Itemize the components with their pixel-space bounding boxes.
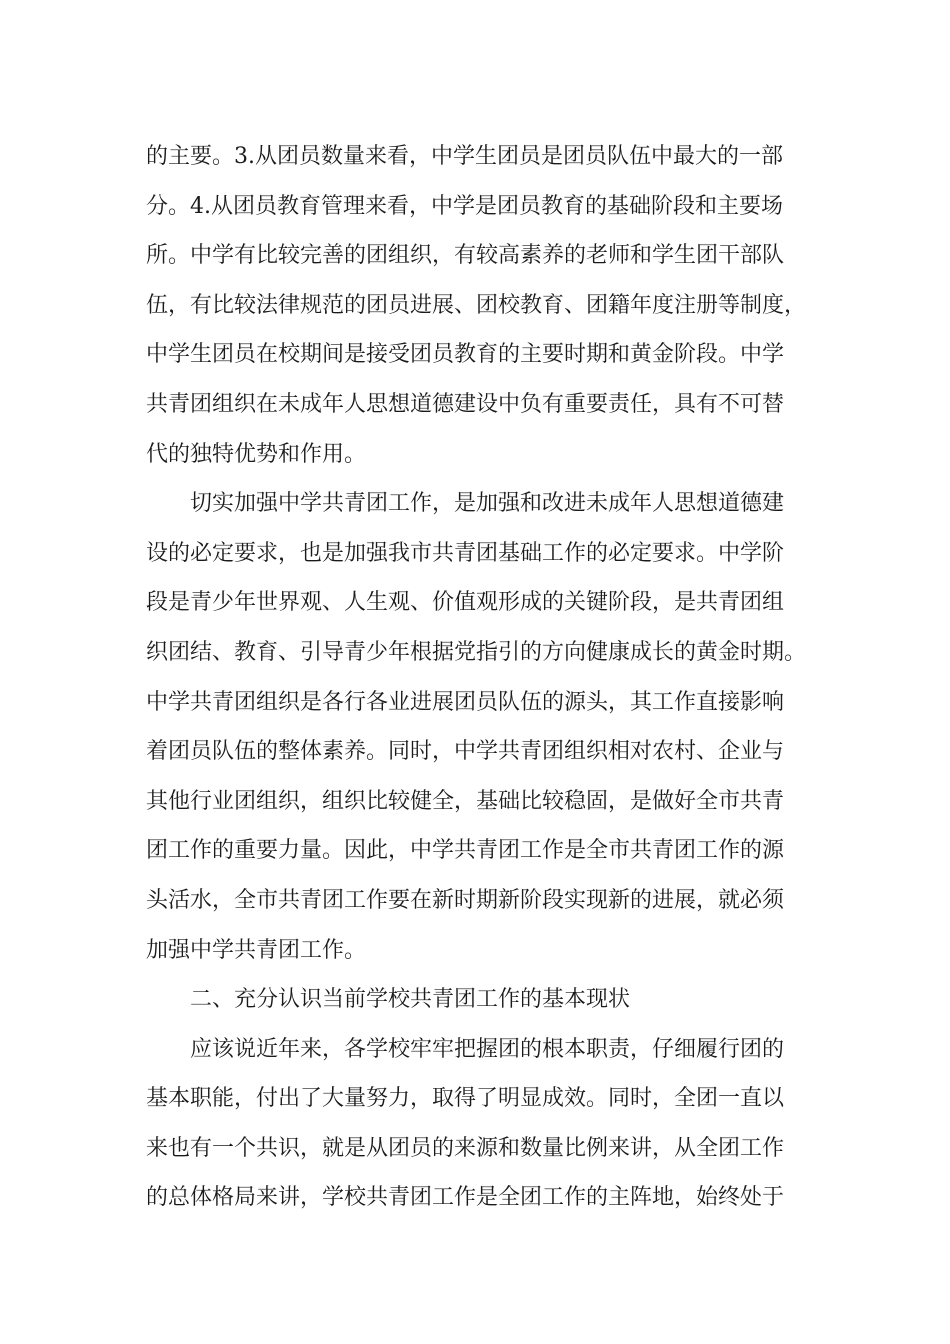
text-line: 应该说近年来，各学校牢牢把握团的根本职责，仔细履行团的 [190, 1036, 785, 1062]
text-line: 其他行业团组织，组织比较健全，基础比较稳固，是做好全市共青 [146, 788, 785, 814]
text-line: 分。4.从团员教育管理来看，中学是团员教育的基础阶段和主要场 [146, 193, 783, 219]
text-line: 的主要。3.从团员数量来看，中学生团员是团员队伍中最大的一部 [146, 144, 783, 169]
text-line: 伍，有比较法律规范的团员进展、团校教育、团籍年度注册等制度， [146, 292, 807, 318]
text-line: 基本职能，付出了大量努力，取得了明显成效。同时，全团一直以 [146, 1086, 785, 1112]
text-line: 加强中学共青团工作。 [146, 937, 367, 963]
text-line: 设的必定要求，也是加强我市共青团基础工作的必定要求。中学阶 [146, 540, 785, 566]
text-line: 二、充分认识当前学校共青团工作的基本现状 [190, 987, 631, 1013]
text-line: 头活水，全市共青团工作要在新时期新阶段实现新的进展，就必须 [146, 887, 785, 913]
text-line: 的总体格局来讲，学校共青团工作是全团工作的主阵地，始终处于 [146, 1185, 785, 1211]
text-line: 段是青少年世界观、人生观、价值观形成的关键阶段，是共青团组 [146, 590, 785, 616]
text-line: 着团员队伍的整体素养。同时，中学共青团组织相对农村、企业与 [146, 739, 785, 765]
text-line: 织团结、教育、引导青少年根据党指引的方向健康成长的黄金时期。 [146, 639, 807, 665]
document-body [146, 132, 816, 1223]
text-line: 共青团组织在未成年人思想道德建设中负有重要责任，具有不可替 [146, 391, 785, 417]
text-line: 团工作的重要力量。因此，中学共青团工作是全市共青团工作的源 [146, 838, 785, 864]
text-line: 中学共青团组织是各行各业进展团员队伍的源头，其工作直接影响 [146, 689, 785, 715]
text-line: 来也有一个共识，就是从团员的来源和数量比例来讲，从全团工作 [146, 1135, 785, 1161]
text-line: 所。中学有比较完善的团组织，有较高素养的老师和学生团干部队 [146, 243, 785, 269]
text-line: 切实加强中学共青团工作，是加强和改进未成年人思想道德建 [190, 491, 785, 517]
text-line: 中学生团员在校期间是接受团员教育的主要时期和黄金阶段。中学 [146, 342, 785, 368]
text-line: 代的独特优势和作用。 [146, 441, 367, 467]
